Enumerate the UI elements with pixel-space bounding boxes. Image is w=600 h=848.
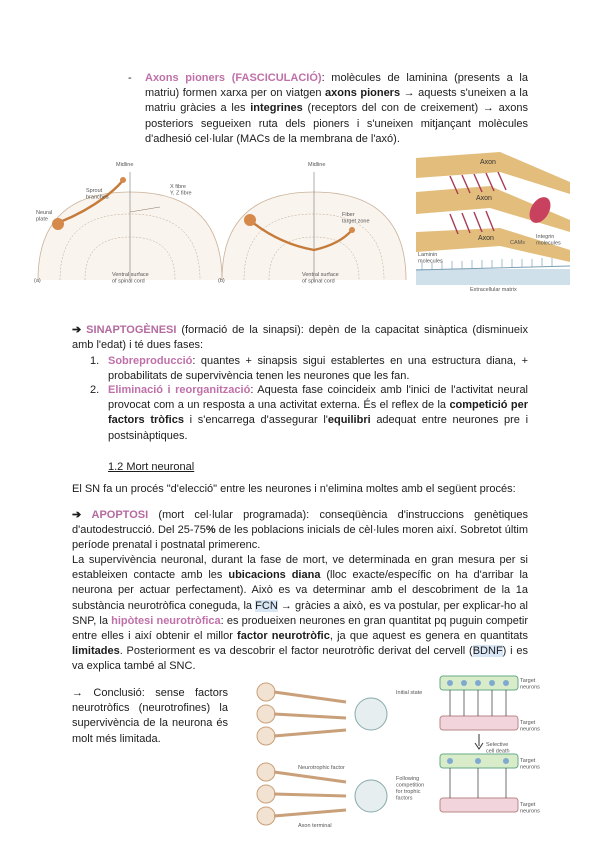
- fasciculacio-paragraph: Axons pioners (FASCICULACIÓ): molècules de laminina (presents a la matriu) formen xarxa per on viatgen axons pioners → aquests s'uneixen a la matriu gràcies a les integrines (receptors del con de creixement) → axons posteriors segueixen ruta dels pioners i s'uneixen mitjançant molècules d'adhesió cel·lular (MACs de la membrana de l'axó).: [145, 72, 528, 145]
- neurotrophic-svg: [236, 672, 540, 832]
- item-2-number: 2.: [90, 384, 100, 396]
- fasciculacio-term: Axons pioners (FASCICULACIÓ): [145, 72, 322, 84]
- fig2-target-top: Target neurons: [520, 678, 540, 691]
- conclusio-paragraph: → Conclusió: sense factors neurotròfics (neurotrofines) la supervivència de la neurona és molt més limitada.: [72, 687, 228, 745]
- sinaptogenesi-term: SINAPTOGÈNESI: [86, 324, 177, 336]
- panel-a-top-label: Midline: [116, 162, 134, 168]
- panel-b-letter: (b): [218, 278, 225, 284]
- apoptosi-term: APOPTOSI: [91, 509, 149, 521]
- hipotesi-term: hipòtesi neurotròfica: [111, 614, 221, 627]
- panel-a-growth-label: Sprout branches: [86, 188, 109, 201]
- panel-c-axon3: Axon: [478, 235, 494, 242]
- figure-neurotrophic: [236, 672, 540, 832]
- schematic-bottom: [440, 754, 518, 812]
- section-heading: 1.2 Mort neuronal: [108, 461, 195, 473]
- fig2-small-label-1: Neurotrophic factor: [298, 765, 345, 771]
- sinaptogenesi-paragraph: ➔ SINAPTOGÈNESI (formació de la sinapsi): depèn de la capacitat sinàptica (disminueix amb l'edat) i té dues fases:: [72, 324, 528, 352]
- panel-c-matrix: Extracellular matrix: [470, 287, 517, 293]
- panel-c-integrin: Integrin molecules: [536, 234, 561, 247]
- item-1-number: 1.: [90, 355, 100, 367]
- panel-a-target-label: X fibre Y, Z fibre: [170, 184, 192, 197]
- fig2-initial-state: Initial state: [396, 690, 423, 696]
- fig2-competition: Following competition for trophic factors: [396, 776, 425, 802]
- item-1-term: Sobreproducció: [108, 355, 193, 367]
- fasciculacio-bullet: -: [128, 72, 132, 84]
- panel-c-axon2: Axon: [476, 195, 492, 202]
- fig2-target-1: Target neurons: [520, 720, 540, 733]
- bdnf-highlight: BDNF: [472, 645, 503, 658]
- item-2-text: Eliminació i reorganització: Aquesta fase coincideix amb l'inici de l'activitat neural provocat com a un resposta a una activitat externa. És el reflex de la competició per factors tròfics i s'encarrega d'assegurar l'equilibri adequat entre neurones pre i postsinàptiques.: [108, 384, 529, 442]
- panel-b-bottom-label: Ventral surface of spinal cord: [302, 272, 339, 285]
- panel-a-letter: (a): [34, 278, 41, 284]
- panel-a-cell-label: Neural plate: [36, 210, 53, 223]
- fcn-highlight: FCN: [255, 599, 278, 612]
- panel-b-diagram: [222, 172, 406, 280]
- panel-a-bottom-label: Ventral surface of spinal cord: [112, 272, 149, 285]
- apoptosi-paragraph-1: ➔ APOPTOSI (mort cel·lular programada): conseqüència d'instruccions genètiques d'autodestrucció. Del 25-75% de les poblacions inicials de cèl·lules moren així. Sobretot últim període prenatal i postnatal primerenc.: [72, 509, 528, 552]
- axon-guidance-svg: [30, 152, 570, 292]
- fig2-small-label-2: Axon terminal: [298, 823, 332, 829]
- panel-b-target-label: Fiber target zone: [342, 212, 370, 225]
- panel-b-top-label: Midline: [308, 162, 326, 168]
- section-intro: El SN fa un procés "d'elecció" entre les neurones i n'elimina moltes amb el següent procés:: [72, 483, 516, 495]
- schematic-top: [440, 676, 518, 749]
- panel-c-cams: CAMs: [510, 240, 525, 246]
- panel-c-axon1: Axon: [480, 159, 496, 166]
- panel-c-diagram: [416, 152, 570, 285]
- figure-axon-guidance: [30, 152, 570, 292]
- fig2-target-3: Target neurons: [520, 802, 540, 815]
- item-2-term: Eliminació i reorganització: [108, 384, 251, 396]
- panel-a-diagram: [38, 172, 222, 280]
- neuron-drawings: [257, 683, 387, 825]
- panel-c-laminin: Laminin molecules: [418, 252, 443, 265]
- apoptosi-paragraph-2: La supervivència neuronal, durant la fase de mort, ve determinada en gran mesura per si estableixen contacte amb les ubicacions diana (lloc exacte/específic on ha d'arribar la neurona per actuar perfectament). Això es va determinar amb el descobriment de la 1a substància neurotròfica coneguda, la FCN → gràcies a això, es va postular, per explicar-ho al SNP, la hipòtesi neurotròfica: es produeixen neurones en gran quantitat pq puguin competir entre elles i així obtenir el millor factor neurotròfic, ja que aquest es genera en quantitats limitades. Posteriorment es va descobrir el factor neurotròfic derivat del cervell (BDNF) i es va explica també al SNC.: [72, 554, 529, 673]
- fig2-target-2: Target neurons: [520, 758, 540, 771]
- fig2-selective-death: Selective cell death: [486, 742, 510, 755]
- item-1-text: Sobreproducció: quantes + sinapsis sigui establertes en una estructura diana, + probabilitats de supervivència tenen les neurones que les fan.: [108, 355, 528, 383]
